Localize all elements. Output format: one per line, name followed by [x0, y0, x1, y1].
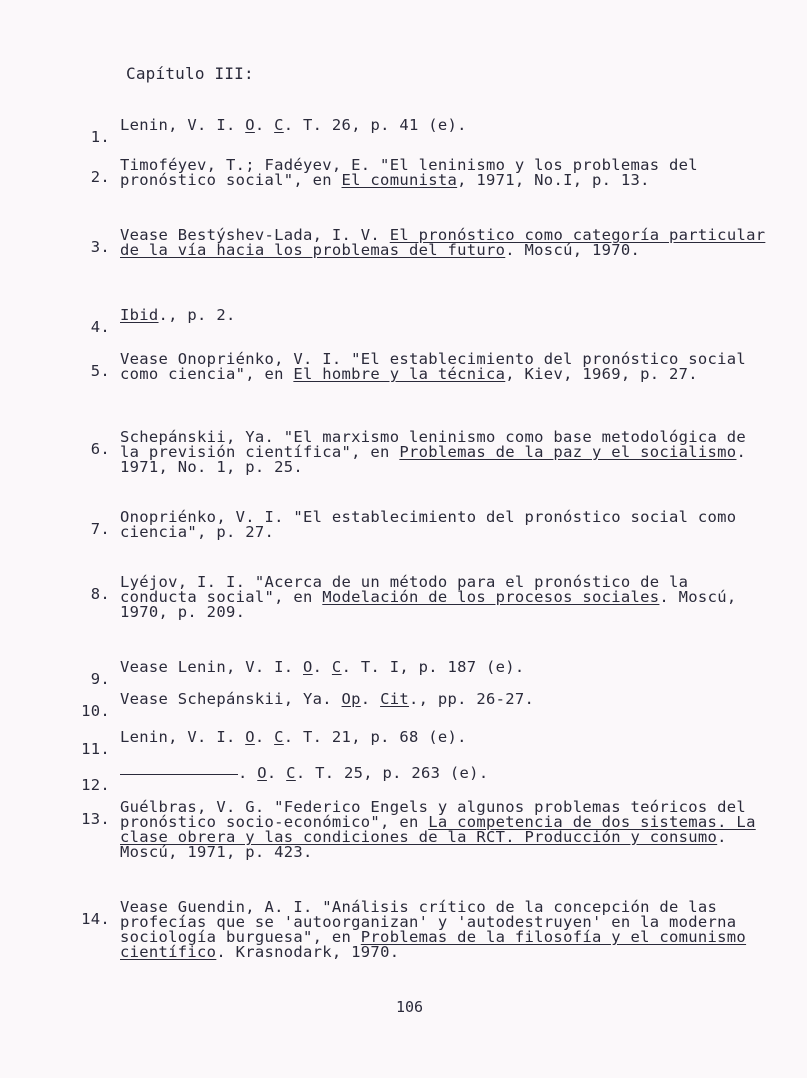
footnote-number: 14. [81, 910, 110, 928]
footnote-text: Vease Onopriénko, V. I. "El establecimiento del pronóstico social como ciencia", en [120, 350, 747, 383]
footnote-text: . Moscú, 1970. [505, 241, 641, 259]
underlined-title: O [245, 116, 255, 134]
footnote [81, 898, 770, 961]
footnote [90, 156, 770, 189]
footnote-text: . Moscú, 1970, p. 209. [120, 588, 737, 621]
footnote-text: Schepánskii, Ya. "El marxismo leninismo como base metodológica de la previsión científica", en [120, 428, 747, 461]
underlined-title: Op [341, 690, 361, 708]
footnote-text: Guélbras, V. G. "Federico Engels y algunos problemas teóricos del pronóstico socio-económico", en [120, 798, 747, 831]
footnote-text: Lyéjov, I. I. "Acerca de un método para el pronóstico de la conducta social", en [120, 573, 689, 606]
underlined-title: C [274, 116, 284, 134]
footnote-text: Onopriénko, V. I. "El establecimiento del pronóstico social como ciencia", p. 27. [120, 508, 737, 541]
ibid-blank-line [120, 774, 238, 775]
footnote-number: 13. [81, 810, 110, 828]
footnote [90, 350, 770, 383]
underlined-title: La competencia de dos sistemas. La clase obrera y las condiciones de la RCT. Producción y consumo [120, 813, 756, 846]
footnote [81, 728, 770, 758]
footnote-text: . T. 21, p. 68 (e). [283, 728, 467, 746]
footnote-text: , Kiev, 1969, p. 27. [505, 365, 698, 383]
footnote-text: ., p. 2. [158, 306, 236, 324]
underlined-title: Problemas de la filosofía y el comunismo científico [120, 928, 747, 961]
underlined-title: El comunista [341, 171, 458, 189]
footnote-text: Vease Lenin, V. I. [120, 658, 304, 676]
footnote-number: 2. [90, 168, 110, 186]
footnote-text: . [360, 690, 381, 708]
footnote [81, 764, 770, 794]
footnote-number: 8. [90, 585, 110, 603]
footnote-text: . [254, 728, 275, 746]
footnote-number: 11. [81, 740, 110, 758]
footnote-text: ., pp. 26-27. [408, 690, 535, 708]
underlined-title: O [303, 658, 313, 676]
footnote-text: . [238, 764, 258, 782]
footnote [90, 226, 770, 259]
underlined-title: C [286, 764, 296, 782]
footnote-text: Lenin, V. I. [120, 728, 246, 746]
footnote [90, 573, 770, 621]
footnote [90, 658, 770, 688]
footnote-text: Lenin, V. I. [120, 116, 246, 134]
footnote-text: Timoféyev, T.; Fadéyev, E. "El leninismo y los problemas del pronóstico social", en [120, 156, 698, 189]
footnote-text: . [312, 658, 332, 676]
footnote [81, 798, 770, 861]
underlined-title: El pronóstico como categoría particular de la vía hacia los problemas del futuro [120, 226, 766, 259]
underlined-title: El hombre y la técnica [293, 365, 506, 383]
footnote-text: . [254, 116, 275, 134]
footnote-number: 5. [90, 362, 110, 380]
footnote-text: . T. 25, p. 263 (e). [295, 764, 489, 782]
underlined-title: O [245, 728, 255, 746]
footnote [90, 508, 770, 541]
footnote-text: . T. 26, p. 41 (e). [283, 116, 467, 134]
footnote [90, 428, 770, 476]
page-number: 106 [396, 998, 424, 1016]
footnote-text: Vease Bestýshev-Lada, I. V. [120, 226, 390, 244]
footnote-text: Vease Guendin, A. I. "Análisis crítico de la concepción de las profecías que se 'autoorganizan' y 'autodestruyen' en la moderna sociología burguesa", en [120, 898, 737, 946]
footnote-text: . 1971, No. 1, p. 25. [120, 443, 747, 476]
footnote-text: . [266, 764, 287, 782]
underlined-title: Modelación de los procesos sociales [322, 588, 660, 606]
footnote-number: 4. [90, 318, 110, 336]
underlined-title: Cit [380, 690, 409, 708]
footnote-text: Vease Schepánskii, Ya. [120, 690, 342, 708]
underlined-title: C [274, 728, 284, 746]
footnote [90, 306, 770, 336]
footnote-text: . Moscú, 1971, p. 423. [120, 828, 727, 861]
footnote [81, 690, 770, 720]
underlined-title: Problemas de la paz y el socialismo [399, 443, 737, 461]
footnote-number: 7. [90, 520, 110, 538]
underlined-title: Ibid [120, 306, 159, 324]
footnote-number: 10. [81, 702, 110, 720]
footnote-text: , 1971, No.I, p. 13. [457, 171, 650, 189]
underlined-title: O [257, 764, 267, 782]
footnote-number: 9. [90, 670, 110, 688]
footnote-number: 3. [90, 238, 110, 256]
footnote-text: . T. I, p. 187 (e). [341, 658, 525, 676]
footnote-number: 1. [90, 128, 110, 146]
chapter-heading: Capítulo III: [126, 64, 254, 83]
footnote-text: . Krasnodark, 1970. [216, 943, 400, 961]
underlined-title: C [331, 658, 342, 676]
footnote-number: 6. [90, 440, 110, 458]
footnote-number: 12. [81, 776, 110, 794]
footnote [90, 116, 770, 146]
